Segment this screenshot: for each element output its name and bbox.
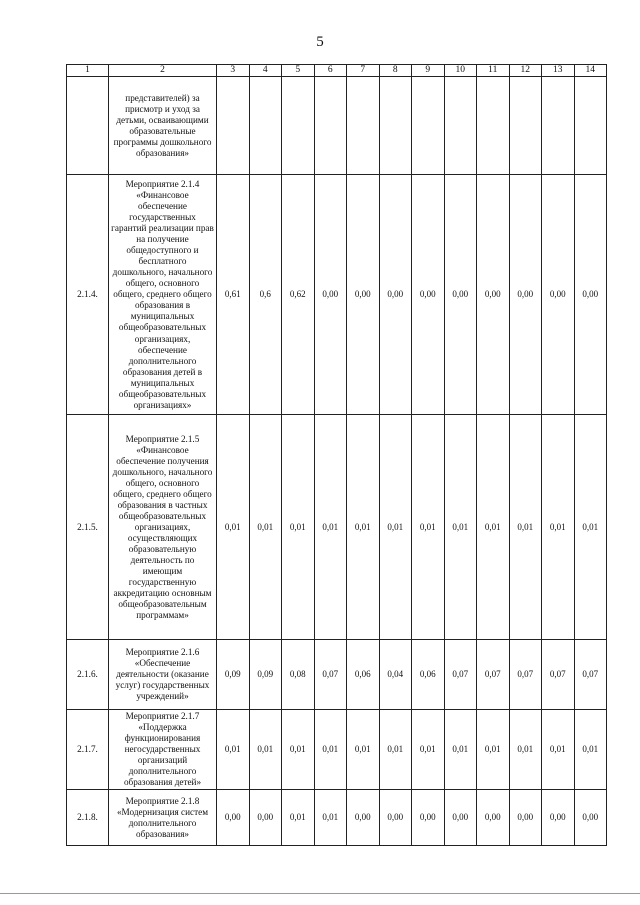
value-cell: 0,07 <box>477 640 510 710</box>
value-cell <box>314 77 347 175</box>
value-cell: 0,01 <box>282 415 315 640</box>
value-cell <box>574 77 607 175</box>
value-cell: 0,00 <box>509 790 542 846</box>
value-cell: 0,00 <box>347 175 380 415</box>
value-cell: 0,07 <box>444 640 477 710</box>
page-number: 5 <box>316 34 324 50</box>
value-cell: 0,01 <box>314 710 347 790</box>
table-row <box>67 640 607 710</box>
value-cell: 0,00 <box>412 175 445 415</box>
value-cell <box>509 77 542 175</box>
value-cell: 0,00 <box>477 790 510 846</box>
col-header: 4 <box>249 65 282 77</box>
value-cell: 0,01 <box>314 790 347 846</box>
value-cell: 0,00 <box>574 790 607 846</box>
value-cell: 0,08 <box>282 640 315 710</box>
value-cell: 0,00 <box>412 790 445 846</box>
value-cell: 0,01 <box>249 710 282 790</box>
value-cell <box>249 77 282 175</box>
value-cell: 0,01 <box>314 415 347 640</box>
col-header: 1 <box>67 65 109 77</box>
row-name-cell: Мероприятие 2.1.5 «Финансовое обеспечение получения дошкольного, начального общего, основного общего, среднего общего образования в частных общеобразовательных организациях, осуществляющих образовательную деятельность по имеющим государственную аккредитацию основным общеобразовательным программам» <box>109 415 217 640</box>
value-cell: 0,62 <box>282 175 315 415</box>
value-cell: 0,01 <box>282 710 315 790</box>
row-number-cell: 2.1.8. <box>67 790 109 846</box>
col-header: 9 <box>412 65 445 77</box>
col-header: 2 <box>109 65 217 77</box>
value-cell: 0,00 <box>379 175 412 415</box>
col-header: 6 <box>314 65 347 77</box>
col-header: 8 <box>379 65 412 77</box>
table-row <box>67 710 607 790</box>
value-cell <box>542 77 575 175</box>
row-name-cell: представителей) за присмотр и уход за детьми, осваивающими образовательные программы дошкольного образования» <box>109 77 217 175</box>
value-cell: 0,01 <box>347 415 380 640</box>
value-cell: 0,06 <box>412 640 445 710</box>
value-cell: 0,00 <box>217 790 250 846</box>
row-name-cell: Мероприятие 2.1.4 «Финансовое обеспечение государственных гарантий реализации прав на получение общедоступного и бесплатного дошкольного, начального общего, основного общего, среднего общего образования в муниципальных общеобразовательных организациях, обеспечение дополнительного образования детей в муниципальных общеобразовательных организациях» <box>109 175 217 415</box>
value-cell: 0,06 <box>347 640 380 710</box>
value-cell: 0,01 <box>249 415 282 640</box>
value-cell: 0,00 <box>542 175 575 415</box>
row-number-cell: 2.1.7. <box>67 710 109 790</box>
value-cell: 0,01 <box>379 415 412 640</box>
value-cell <box>282 77 315 175</box>
value-cell <box>444 77 477 175</box>
page-edge-line <box>0 893 640 894</box>
col-header: 5 <box>282 65 315 77</box>
value-cell: 0,00 <box>444 175 477 415</box>
value-cell: 0,01 <box>217 415 250 640</box>
value-cell: 0,09 <box>217 640 250 710</box>
value-cell: 0,00 <box>444 790 477 846</box>
value-cell: 0,01 <box>542 710 575 790</box>
value-cell: 0,01 <box>574 710 607 790</box>
col-header: 14 <box>574 65 607 77</box>
value-cell: 0,01 <box>509 415 542 640</box>
value-cell: 0,00 <box>379 790 412 846</box>
value-cell: 0,00 <box>347 790 380 846</box>
value-cell: 0,01 <box>282 790 315 846</box>
value-cell: 0,07 <box>509 640 542 710</box>
value-cell: 0,07 <box>314 640 347 710</box>
value-cell <box>347 77 380 175</box>
value-cell <box>412 77 445 175</box>
header-row <box>67 65 607 77</box>
value-cell <box>379 77 412 175</box>
value-cell: 0,07 <box>542 640 575 710</box>
col-header: 10 <box>444 65 477 77</box>
col-header: 11 <box>477 65 510 77</box>
value-cell: 0,01 <box>347 710 380 790</box>
table-row <box>67 415 607 640</box>
col-header: 7 <box>347 65 380 77</box>
col-header: 12 <box>509 65 542 77</box>
value-cell: 0,01 <box>574 415 607 640</box>
col-header: 3 <box>217 65 250 77</box>
row-name-cell: Мероприятие 2.1.6 «Обеспечение деятельности (оказание услуг) государственных учреждений» <box>109 640 217 710</box>
table-body <box>67 77 607 846</box>
value-cell <box>217 77 250 175</box>
row-number-cell: 2.1.4. <box>67 175 109 415</box>
value-cell: 0,01 <box>509 710 542 790</box>
table-row <box>67 77 607 175</box>
value-cell: 0,01 <box>444 415 477 640</box>
value-cell: 0,07 <box>574 640 607 710</box>
value-cell: 0,09 <box>249 640 282 710</box>
value-cell: 0,00 <box>542 790 575 846</box>
value-cell: 0,01 <box>379 710 412 790</box>
value-cell: 0,00 <box>249 790 282 846</box>
value-cell: 0,01 <box>217 710 250 790</box>
value-cell: 0,6 <box>249 175 282 415</box>
value-cell: 0,04 <box>379 640 412 710</box>
value-cell <box>477 77 510 175</box>
value-cell: 0,00 <box>574 175 607 415</box>
row-name-cell: Мероприятие 2.1.8 «Модернизация систем дополнительного образования» <box>109 790 217 846</box>
table-row <box>67 175 607 415</box>
row-number-cell: 2.1.5. <box>67 415 109 640</box>
data-table <box>66 64 607 846</box>
value-cell: 0,00 <box>509 175 542 415</box>
value-cell: 0,01 <box>444 710 477 790</box>
table-row <box>67 790 607 846</box>
value-cell: 0,00 <box>477 175 510 415</box>
row-name-cell: Мероприятие 2.1.7 «Поддержка функционирования негосударственных организаций дополнительного образования детей» <box>109 710 217 790</box>
row-number-cell: 2.1.6. <box>67 640 109 710</box>
value-cell: 0,01 <box>412 415 445 640</box>
value-cell: 0,01 <box>477 710 510 790</box>
col-header: 13 <box>542 65 575 77</box>
row-number-cell <box>67 77 109 175</box>
value-cell: 0,00 <box>314 175 347 415</box>
value-cell: 0,01 <box>542 415 575 640</box>
value-cell: 0,01 <box>412 710 445 790</box>
value-cell: 0,61 <box>217 175 250 415</box>
value-cell: 0,01 <box>477 415 510 640</box>
